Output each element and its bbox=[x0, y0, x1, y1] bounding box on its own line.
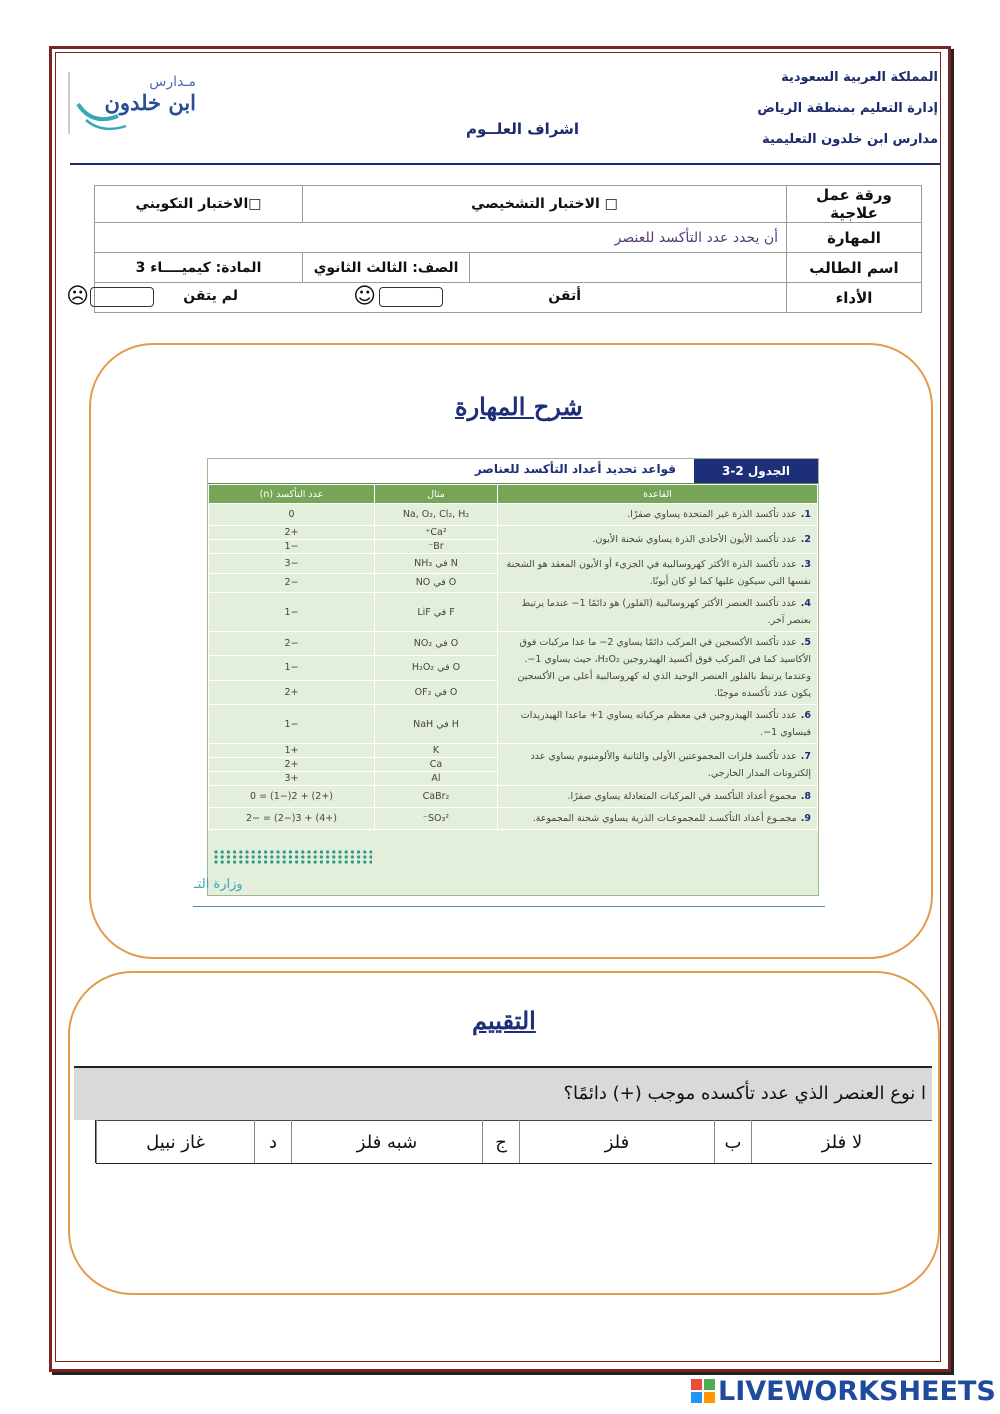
rule-description: عدد تأكسد الذرة غير المتحدة يساوي صفرًا. bbox=[627, 509, 797, 520]
watermark-dot bbox=[320, 850, 323, 853]
watermark-dot bbox=[214, 850, 217, 853]
watermark-dot bbox=[258, 855, 261, 858]
watermark-dot bbox=[227, 860, 230, 863]
ministry-watermark bbox=[192, 848, 372, 892]
liveworksheets-brand: LIVEWORKSHEETS bbox=[718, 1376, 996, 1407]
watermark-dot bbox=[345, 850, 348, 853]
rule-text bbox=[498, 786, 818, 808]
watermark-dot bbox=[301, 855, 304, 858]
watermark-dot bbox=[351, 860, 354, 863]
liveworksheets-logo-icon bbox=[690, 1378, 716, 1404]
watermark-dot bbox=[345, 860, 348, 863]
rule-description: مجموع أعداد التأكسد في المركبات المتعادلة يساوي صفرًا. bbox=[567, 791, 797, 802]
rule-example: Na, O₂, Cl₂, H₂ bbox=[375, 504, 498, 526]
rule-text bbox=[498, 632, 818, 705]
mastered-label: أتقن bbox=[548, 288, 581, 304]
explanation-title: شرح المهارة bbox=[455, 392, 583, 421]
watermark-dot bbox=[332, 860, 335, 863]
watermark-dot bbox=[214, 860, 217, 863]
rule-row bbox=[209, 808, 818, 830]
rule-row bbox=[209, 786, 818, 808]
rule-description: عدد تأكسد الأيون الأحادي الذرة يساوي شحنة الأيون. bbox=[592, 534, 797, 545]
watermark-dot bbox=[252, 855, 255, 858]
rule-oxidation-number: (+4) + 3(−2) = −2 bbox=[209, 808, 375, 830]
kingdom-line: المملكة العربية السعودية bbox=[781, 70, 938, 85]
watermark-dot bbox=[258, 850, 261, 853]
watermark-dot bbox=[276, 860, 279, 863]
rule-example: O في H₂O₂ bbox=[375, 656, 498, 680]
rule-row bbox=[209, 705, 818, 744]
watermark-dot bbox=[314, 860, 317, 863]
rule-row bbox=[209, 526, 818, 540]
rule-example: O في NO bbox=[375, 573, 498, 593]
rule-row bbox=[209, 504, 818, 526]
sad-face-icon: ☹ bbox=[66, 284, 89, 309]
diagnostic-checkbox[interactable]: □ الاختبار التشخيصي bbox=[303, 186, 787, 223]
watermark-dot bbox=[252, 860, 255, 863]
rule-number: 9. bbox=[800, 813, 811, 824]
rule-oxidation-number: −1 bbox=[209, 656, 375, 680]
rule-example: SO₃²⁻ bbox=[375, 808, 498, 830]
watermark-dot bbox=[289, 850, 292, 853]
rule-oxidation-number: +1 bbox=[209, 744, 375, 758]
school-logo bbox=[68, 68, 200, 138]
table-underline bbox=[193, 906, 825, 907]
watermark-dot bbox=[221, 855, 224, 858]
rule-example: N في NH₃ bbox=[375, 554, 498, 574]
student-name-field[interactable] bbox=[470, 253, 787, 283]
option-b[interactable]: فلز bbox=[520, 1121, 715, 1164]
watermark-dot bbox=[369, 860, 372, 863]
rule-number: 2. bbox=[800, 534, 811, 545]
watermark-dot bbox=[326, 860, 329, 863]
rule-oxidation-number: +2 bbox=[209, 526, 375, 540]
watermark-dot bbox=[363, 850, 366, 853]
question-bar bbox=[74, 1066, 932, 1120]
watermark-dot bbox=[338, 860, 341, 863]
watermark-dot bbox=[239, 860, 242, 863]
watermark-dot bbox=[245, 860, 248, 863]
watermark-dot bbox=[363, 855, 366, 858]
watermark-dot bbox=[295, 855, 298, 858]
rule-description: عدد تأكسد العنصر الأكثر كهروسالبية (الفلور) هو دائمًا 1− عندما يرتبط بعنصر آخر. bbox=[521, 598, 811, 626]
subject-cell: المادة: كيميــــاء 3 bbox=[95, 253, 303, 283]
watermark-dot bbox=[307, 850, 310, 853]
watermark-dot bbox=[320, 860, 323, 863]
watermark-dot bbox=[351, 850, 354, 853]
rule-example: O في NO₂ bbox=[375, 632, 498, 656]
performance-row bbox=[66, 283, 787, 313]
worksheet-label: ورقة عمل علاجية bbox=[787, 186, 922, 223]
watermark-dot bbox=[314, 850, 317, 853]
watermark-dot bbox=[301, 850, 304, 853]
rule-row bbox=[209, 744, 818, 758]
watermark-dot bbox=[270, 855, 273, 858]
rule-oxidation-number: 0 bbox=[209, 504, 375, 526]
watermark-dot bbox=[233, 855, 236, 858]
watermark-dot bbox=[369, 850, 372, 853]
rule-text bbox=[498, 705, 818, 744]
happy-face-icon: ☺ bbox=[353, 284, 376, 309]
watermark-dot bbox=[326, 855, 329, 858]
rule-example: K bbox=[375, 744, 498, 758]
watermark-dot bbox=[283, 850, 286, 853]
watermark-dot bbox=[314, 855, 317, 858]
option-c[interactable]: شبه فلز bbox=[292, 1121, 483, 1164]
header-divider bbox=[70, 163, 940, 165]
watermark-dot bbox=[227, 850, 230, 853]
performance-label: الأداء bbox=[787, 283, 922, 313]
watermark-dot bbox=[307, 860, 310, 863]
watermark-dot bbox=[283, 860, 286, 863]
rule-oxidation-number: −1 bbox=[209, 540, 375, 554]
rule-oxidation-number: +2 bbox=[209, 758, 375, 772]
watermark-dot bbox=[245, 855, 248, 858]
option-c-letter: ج bbox=[483, 1121, 520, 1164]
watermark-dot bbox=[357, 860, 360, 863]
watermark-dot bbox=[307, 855, 310, 858]
rule-example: O في OF₂ bbox=[375, 680, 498, 704]
option-d[interactable]: غاز نبيل bbox=[97, 1121, 255, 1164]
rule-description: مجمـوع أعداد التأكسـد للمجموعـات الذرية يساوي شحنة المجموعة. bbox=[532, 813, 797, 824]
rule-oxidation-number: −2 bbox=[209, 632, 375, 656]
rule-text bbox=[498, 526, 818, 554]
table-badge: الجدول 2-3 bbox=[694, 459, 818, 483]
question-text: ا نوع العنصر الذي عدد تأكسده موجب (+) دائمًا؟ bbox=[563, 1083, 926, 1104]
grade-cell: الصف: الثالث الثانوي bbox=[303, 253, 470, 283]
header-right bbox=[757, 62, 938, 155]
watermark-dot bbox=[326, 850, 329, 853]
watermark-dot bbox=[345, 855, 348, 858]
option-a[interactable]: لا فلز bbox=[752, 1121, 933, 1164]
oxidation-rules-table bbox=[207, 458, 819, 896]
rule-text bbox=[498, 808, 818, 830]
rule-row bbox=[209, 593, 818, 632]
watermark-dot bbox=[332, 855, 335, 858]
rule-row bbox=[209, 632, 818, 656]
rule-text bbox=[498, 504, 818, 526]
info-table bbox=[66, 185, 922, 313]
directorate-line: إدارة التعليم بمنطقة الرياض bbox=[757, 101, 938, 116]
svg-text:وزارة التـ: وزارة التـ bbox=[194, 877, 243, 892]
watermark-dot bbox=[289, 860, 292, 863]
rule-oxidation-number: +3 bbox=[209, 772, 375, 786]
watermark-dot bbox=[363, 860, 366, 863]
rule-example: Ca²⁺ bbox=[375, 526, 498, 540]
watermark-dot bbox=[258, 860, 261, 863]
watermark-dot bbox=[338, 850, 341, 853]
watermark-dot bbox=[301, 860, 304, 863]
rule-oxidation-number: −2 bbox=[209, 573, 375, 593]
watermark-dot bbox=[283, 855, 286, 858]
watermark-dot bbox=[295, 850, 298, 853]
evaluation-title: التقييم bbox=[472, 1006, 536, 1035]
formative-checkbox[interactable]: □الاختبار التكويني bbox=[95, 186, 303, 223]
svg-text:مـدارس: مـدارس bbox=[149, 74, 196, 90]
rule-example: CaBr₂ bbox=[375, 786, 498, 808]
rule-example: H في NaH bbox=[375, 705, 498, 744]
col-example: مثال bbox=[375, 485, 498, 504]
rule-number: 7. bbox=[800, 750, 811, 762]
watermark-dot bbox=[221, 860, 224, 863]
rule-number: 5. bbox=[800, 637, 811, 648]
col-rule: القاعدة bbox=[498, 485, 818, 504]
not-mastered-box[interactable] bbox=[90, 287, 154, 307]
supervision-title: اشراف العلــوم bbox=[466, 120, 580, 138]
watermark-dot bbox=[264, 855, 267, 858]
rule-number: 1. bbox=[800, 509, 811, 520]
rule-example: Br⁻ bbox=[375, 540, 498, 554]
watermark-dot bbox=[214, 855, 217, 858]
watermark-dot bbox=[276, 850, 279, 853]
watermark-dot bbox=[295, 860, 298, 863]
watermark-dot bbox=[357, 850, 360, 853]
rule-example: Ca bbox=[375, 758, 498, 772]
mastered-box[interactable] bbox=[379, 287, 443, 307]
rule-oxidation-number: −1 bbox=[209, 705, 375, 744]
watermark-dot bbox=[332, 850, 335, 853]
watermark-dot bbox=[252, 850, 255, 853]
rule-description: عدد تأكسد الهيدروجين في معظم مركباته يساوي 1+ ماعدا الهيدريدات فيساوي 1−. bbox=[520, 710, 811, 738]
rule-text bbox=[498, 554, 818, 593]
rule-example: F في LiF bbox=[375, 593, 498, 632]
rule-oxidation-number: (+2) + 2(−1) = 0 bbox=[209, 786, 375, 808]
rules-grid bbox=[208, 484, 818, 830]
skill-label: المهارة bbox=[787, 223, 922, 253]
watermark-dot bbox=[357, 855, 360, 858]
watermark-dot bbox=[276, 855, 279, 858]
table-caption: قواعد تحديد أعداد التأكسد للعناصر bbox=[474, 462, 676, 476]
rule-oxidation-number: −3 bbox=[209, 554, 375, 574]
rule-oxidation-number: +2 bbox=[209, 680, 375, 704]
rule-oxidation-number: −1 bbox=[209, 593, 375, 632]
rule-number: 8. bbox=[800, 791, 811, 802]
watermark-dot bbox=[264, 850, 267, 853]
watermark-dot bbox=[270, 860, 273, 863]
watermark-dot bbox=[233, 850, 236, 853]
table-header-bar bbox=[208, 459, 818, 485]
col-number: عدد التأكسد (n) bbox=[209, 485, 375, 504]
rule-description: عدد تأكسد الذرة الأكثر كهروسالبية في الجزيء أو الأيون المعقد هو الشحنة نفسها التي سيكون عليها كما لو كان أيونًا. bbox=[506, 559, 811, 587]
rule-text bbox=[498, 593, 818, 632]
option-d-letter: د bbox=[255, 1121, 292, 1164]
rule-number: 3. bbox=[800, 559, 811, 570]
skill-value: أن يحدد عدد التأكسد للعنصر bbox=[95, 223, 787, 253]
watermark-dot bbox=[245, 850, 248, 853]
watermark-dot bbox=[221, 850, 224, 853]
watermark-dot bbox=[338, 855, 341, 858]
rule-description: عدد تأكسد فلزات المجموعتين الأولى والثانية والألومنيوم يساوي عدد إلكترونات المدار الخارجي. bbox=[530, 750, 811, 779]
watermark-dot bbox=[289, 855, 292, 858]
svg-text:ابن خلدون: ابن خلدون bbox=[104, 90, 196, 115]
not-mastered-label: لم يتقن bbox=[183, 288, 238, 304]
rule-number: 4. bbox=[800, 598, 811, 609]
rule-example: Al bbox=[375, 772, 498, 786]
watermark-dot bbox=[239, 850, 242, 853]
rule-row bbox=[209, 554, 818, 574]
school-line: مدارس ابن خلدون التعليمية bbox=[762, 132, 938, 147]
watermark-dot bbox=[351, 855, 354, 858]
watermark-dot bbox=[270, 850, 273, 853]
watermark-dot bbox=[233, 860, 236, 863]
watermark-dot bbox=[369, 855, 372, 858]
watermark-dot bbox=[239, 855, 242, 858]
option-b-letter: ب bbox=[715, 1121, 752, 1164]
watermark-dot bbox=[264, 860, 267, 863]
rule-description: عدد تأكسد الأكسجين في المركب دائمًا يساوي 2− ما عدا مركبات فوق الأكاسيد كما في المركب فوق أكسيد الهيدروجين H₂O₂، حيث يساوي 1−. وعندما يرتبط بالفلور العنصر الوحيد الذي له كهروسالبية أعلى من الأكسجين يكون عدد تأكسده موجبًا. bbox=[517, 637, 811, 699]
watermark-dot bbox=[227, 855, 230, 858]
student-label: اسم الطالب bbox=[787, 253, 922, 283]
rule-number: 6. bbox=[800, 710, 811, 721]
answer-options bbox=[96, 1120, 932, 1164]
watermark-dot bbox=[320, 855, 323, 858]
rule-text bbox=[498, 744, 818, 786]
